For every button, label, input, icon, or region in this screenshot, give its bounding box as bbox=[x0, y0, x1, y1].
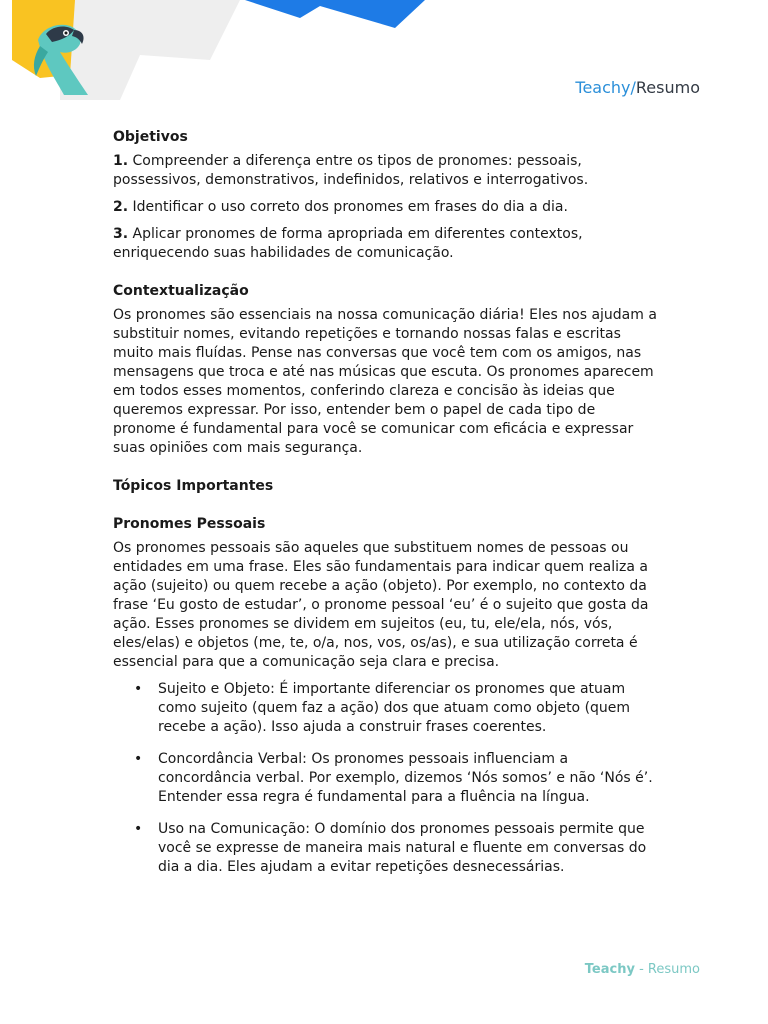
document-body bbox=[113, 128, 658, 890]
objective-number: 2. bbox=[113, 199, 129, 215]
personal-pronouns-list bbox=[113, 680, 658, 877]
objective-number: 3. bbox=[113, 226, 129, 242]
list-item bbox=[134, 750, 658, 807]
objective-item bbox=[113, 225, 658, 263]
page-footer bbox=[585, 962, 700, 977]
brand-name: Teachy bbox=[575, 78, 631, 97]
footer-separator: - bbox=[634, 962, 648, 977]
objective-item bbox=[113, 198, 658, 217]
list-item-text: Concordância Verbal: Os pronomes pessoais influenciam a concordância verbal. Por exemplo, dizemos ‘Nós somos’ e não ‘Nós é’. Entender essa regra é fundamental para a fluência na língua. bbox=[158, 751, 653, 805]
footer-brand: Teachy bbox=[584, 962, 635, 977]
bullet-icon: • bbox=[134, 681, 143, 697]
list-item bbox=[134, 820, 658, 877]
brand-section: Resumo bbox=[635, 78, 700, 97]
brand-logo-text bbox=[575, 78, 700, 97]
list-item-text: Sujeito e Objeto: É importante diferenciar os pronomes que atuam como sujeito (quem faz a ação) dos que atuam como objeto (quem recebe a ação). Isso ajuda a construir frases coerentes. bbox=[158, 681, 631, 735]
personal-pronouns-paragraph: Os pronomes pessoais são aqueles que substituem nomes de pessoas ou entidades em uma frase. Eles são fundamentais para indicar quem realiza a ação (sujeito) ou quem recebe a ação (objeto). Por exemplo, no contexto da frase ‘Eu gosto de estudar’, o pronome pessoal ‘eu’ é o sujeito que gosta da ação. Esses pronomes se dividem em sujeitos (eu, tu, ele/ela, nós, vós, eles/elas) e objetos (me, te, o/a, nos, vos, os/as), e sua utilização correta é essencial para que a comunicação seja clara e precisa. bbox=[113, 540, 649, 670]
personal-pronouns-heading: Pronomes Pessoais bbox=[113, 516, 266, 532]
list-item bbox=[134, 680, 658, 737]
objective-number: 1. bbox=[113, 153, 129, 169]
objective-item bbox=[113, 152, 658, 190]
objective-text: Aplicar pronomes de forma apropriada em diferentes contextos, enriquecendo suas habilidades de comunicação. bbox=[113, 226, 583, 261]
bullet-icon: • bbox=[134, 751, 143, 767]
footer-section: Resumo bbox=[647, 962, 700, 977]
objectives-heading: Objetivos bbox=[113, 129, 188, 145]
list-item-text: Uso na Comunicação: O domínio dos pronomes pessoais permite que você se expresse de maneira mais natural e fluente em conversas do dia a dia. Eles ajudam a evitar repetições desnecessárias. bbox=[158, 821, 647, 875]
objective-text: Compreender a diferença entre os tipos de pronomes: pessoais, possessivos, demonstrativos, indefinidos, relativos e interrogativos. bbox=[113, 153, 589, 188]
topics-heading: Tópicos Importantes bbox=[113, 478, 274, 494]
bullet-icon: • bbox=[134, 821, 143, 837]
brand-separator: / bbox=[630, 78, 636, 97]
objective-text: Identificar o uso correto dos pronomes em frases do dia a dia. bbox=[132, 199, 568, 215]
context-heading: Contextualização bbox=[113, 283, 249, 299]
context-paragraph: Os pronomes são essenciais na nossa comunicação diária! Eles nos ajudam a substituir nomes, evitando repetições e tornando nossas falas e escritas muito mais fluídas. Pense nas conversas que você tem com os amigos, nas mensagens que troca e até nas músicas que escuta. Os pronomes aparecem em todos esses momentos, conferindo clareza e concisão às ideias que queremos expressar. Por isso, entender bem o papel de cada tipo de pronome é fundamental para você se comunicar com eficácia e expressar suas opiniões com mais segurança. bbox=[113, 307, 657, 456]
